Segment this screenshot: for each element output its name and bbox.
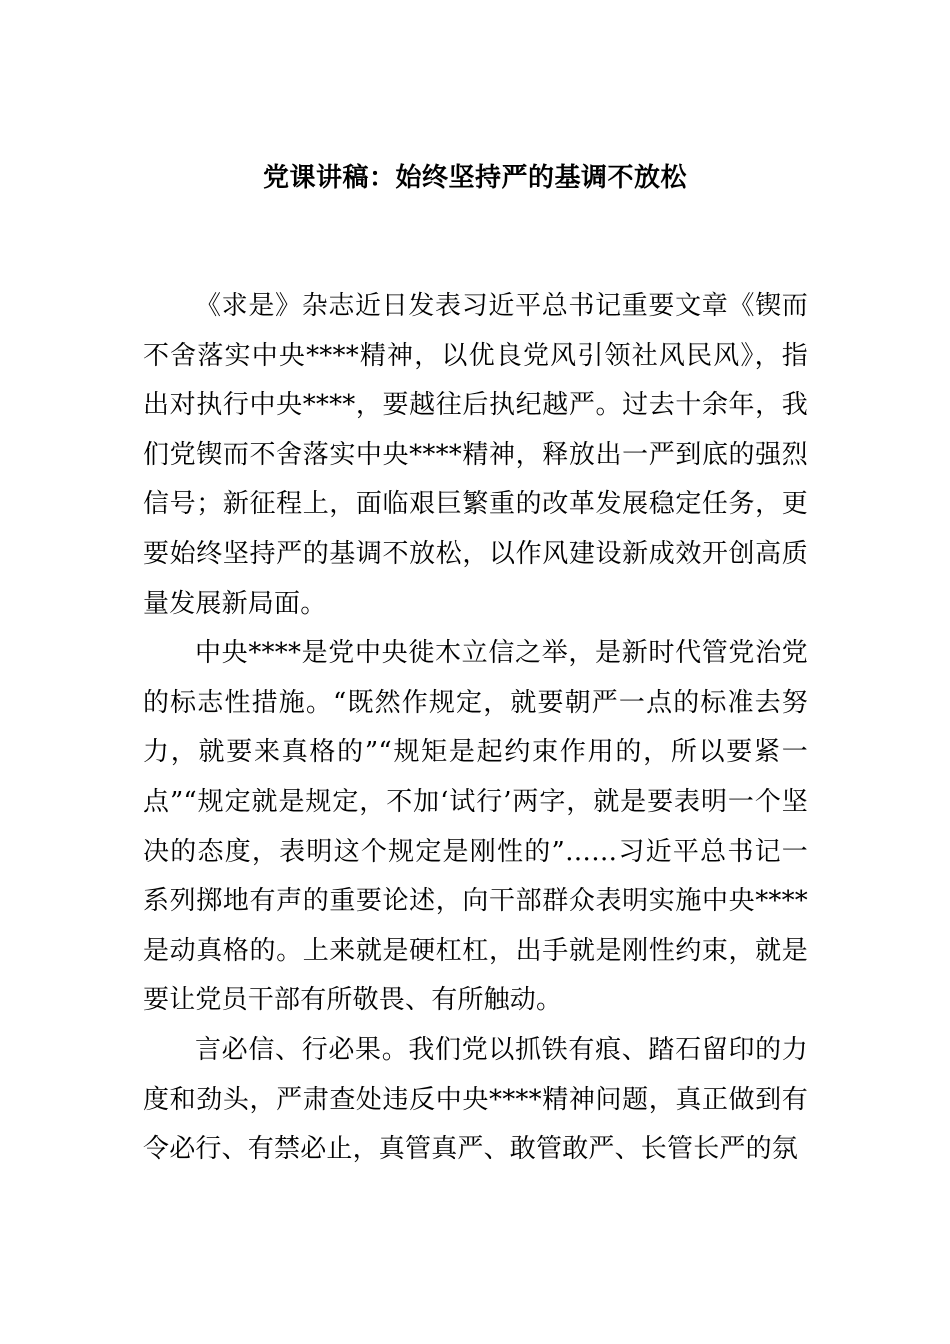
- document-title: 党课讲稿：始终坚持严的基调不放松: [262, 163, 687, 193]
- paragraph-3: 言必信、行必果。我们党以抓铁有痕、踏石留印的力度和劲头，严肃查处违反中央****精神问题，真正做到有令必行、有禁必止，真管真严、敢管敢严、长管长严的氛: [143, 1034, 808, 1165]
- document-body: [143, 282, 808, 1175]
- paragraph-2: 中央****是党中央徙木立信之举，是新时代管党治党的标志性措施。“既然作规定，就要朝严一点的标准去努力，就要来真格的”“规矩是起约束作用的，所以要紧一点”“规定就是规定，不加‘试行’两字，就是要表明一个坚决的态度，表明这个规定是刚性的”……习近平总书记一系列掷地有声的重要论述，向干部群众表明实施中央****是动真格的。上来就是硬杠杠，出手就是刚性约束，就是要让党员干部有所敬畏、有所触动。: [143, 638, 808, 1016]
- paragraph-1: 《求是》杂志近日发表习近平总书记重要文章《锲而不舍落实中央****精神，以优良党风引领社风民风》，指出对执行中央****，要越往后执纪越严。过去十余年，我们党锲而不舍落实中央****精神，释放出一严到底的强烈信号；新征程上，面临艰巨繁重的改革发展稳定任务，更要始终坚持严的基调不放松，以作风建设新成效开创高质量发展新局面。: [143, 291, 808, 619]
